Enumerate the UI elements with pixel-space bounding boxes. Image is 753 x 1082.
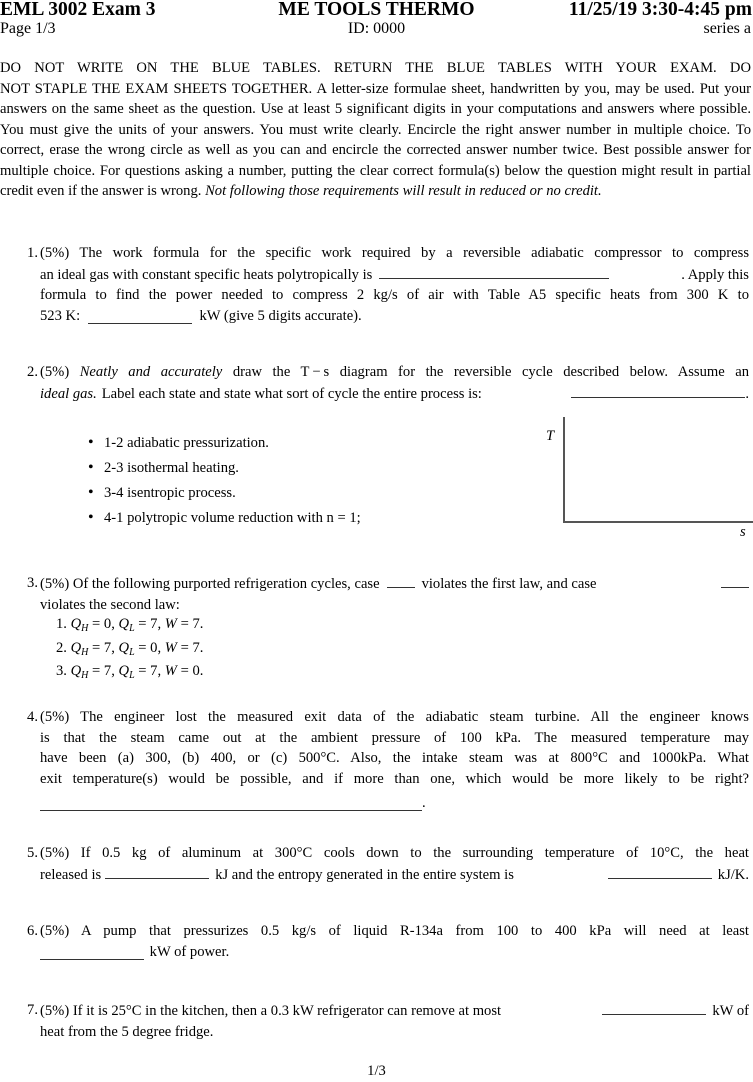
t-axis (563, 417, 565, 523)
question-5: 5. (5%) If 0.5 kg of aluminum at 300°C cools down to the surrounding temperature of 10°C, the heat released is kJ and the entropy generated in the entire system is kJ/K. (18, 843, 749, 885)
question-4: 4. (5%) The engineer lost the measured exit data of the adiabatic steam turbine. All the engineer knows is that the steam came out at the ambient pressure of 100 kPa. The measured temperature may have been (a) 300, (b) 400, or (c) 500°C. Also, the intake steam was at 800°C and 1000kPa. What exit temperature(s) would be possible, and if more than one, which would be more likely to be right? . (18, 707, 749, 814)
question-1: 1. (5%) The work formula for the specific work required by a reversible adiabatic compressor to compress an ideal gas with constant specific heats polytropically is . Apply this formula to find the power needed to compress 2 kg/s of air with Table A5 specific heats from 300 K to 523 K: kW (give 5 digits accurate). (18, 243, 749, 326)
cycle-process-list (88, 432, 488, 532)
instructions (0, 58, 751, 202)
answer-blank-exit-temperature[interactable] (40, 796, 422, 811)
page-indicator: Page 1/3 (0, 20, 56, 37)
answer-blank-power[interactable] (88, 309, 192, 324)
list-item: • 2-3 isothermal heating. (88, 457, 488, 482)
instructions-warning: Not following those requirements will result in reduced or no credit. (205, 183, 602, 199)
exam-datetime: 11/25/19 3:30-4:45 pm (568, 0, 752, 20)
question-number: 7. (27, 1002, 38, 1018)
s-axis (563, 521, 753, 523)
question-6: 6. (5%) A pump that pressurizes 0.5 kg/s of liquid R-134a from 100 to 400 kPa will need at least kW of power. (18, 921, 749, 962)
question-number: 6. (27, 923, 38, 939)
question-number: 2. (27, 364, 38, 380)
question-number: 1. (27, 245, 38, 261)
answer-blank-pump-power[interactable] (40, 945, 144, 960)
answer-blank-entropy-generated[interactable] (608, 864, 712, 879)
instructions-line1: DO NOT WRITE ON THE BLUE TABLES. RETURN THE BLUE TABLES WITH YOUR EXAM. DO (0, 60, 751, 76)
question-number: 3. (27, 575, 38, 591)
s-axis-label: s (740, 524, 746, 540)
exam-series: series a (703, 20, 751, 37)
list-item: 3. $Q_H = 7$, $Q_L = 7$, W = 0. (56, 663, 204, 681)
question-2: 2. (5%) Neatly and accurately draw the T − s diagram for the reversible cycle described below. Assume an ideal gas. Label each state and state what sort of cycle the entire process is: . (18, 362, 749, 404)
answer-blank-heat-removed[interactable] (602, 1000, 706, 1015)
question-number: 4. (27, 709, 38, 725)
instructions-body: NOT STAPLE THE EXAM SHEETS TOGETHER. A letter-size formulae sheet, handwritten by you, may be used. Put your answers on the same sheet as the question. Use at least 5 significant digits in your computations and answers where possible. You must give the units of your answers. You must write clearly. Encircle the right answer number in multiple choice. To correct, erase the wrong circle as well as you can and encircle the corrected answer number twice. Best possible answer for multiple choice. For questions asking a number, putting the clear correct formula(s) below the question might result in partial credit even if the answer is wrong. (0, 80, 751, 199)
list-item: 2. $Q_H = 7$, $Q_L = 0$, W = 7. (56, 639, 204, 658)
list-item: • 1-2 adiabatic pressurization. (88, 432, 488, 457)
t-axis-label: T (546, 428, 555, 444)
question-number: 5. (27, 845, 38, 861)
cycle-cases (56, 615, 749, 686)
exam-title: ME TOOLS THERMO (278, 0, 475, 20)
answer-blank-heat-released[interactable] (105, 864, 209, 879)
list-item: • 3-4 isentropic process. (88, 482, 488, 507)
course-title: EML 3002 Exam 3 (0, 0, 156, 20)
answer-blank-second-law[interactable] (721, 573, 749, 588)
question-7: 7. (5%) If it is 25°C in the kitchen, then a 0.3 kW refrigerator can remove at most kW of heat from the 5 degree fridge. (18, 1000, 749, 1042)
question-3: 3. (5%) Of the following purported refrigeration cycles, case violates the first law, and case violates the second law: 1. $Q_H = 0$, $Q_L = 7$, W = 7. 2. $Q_H = 7$, $Q_L = 0$, W = 7. 3. $Q_H = 7$, $Q_L = 7$, W = 0. (18, 573, 749, 686)
answer-blank-work-formula[interactable] (379, 264, 609, 279)
list-item: • 4-1 polytropic volume reduction with n = 1; (88, 507, 488, 532)
ts-diagram-area[interactable] (530, 410, 753, 540)
page-footer: 1/3 (367, 1063, 386, 1079)
list-item: 1. $Q_H = 0$, $Q_L = 7$, W = 7. (56, 616, 204, 634)
answer-blank-cycle-type[interactable] (571, 383, 745, 398)
answer-blank-first-law[interactable] (387, 573, 415, 588)
student-id: ID: 0000 (347, 20, 406, 37)
